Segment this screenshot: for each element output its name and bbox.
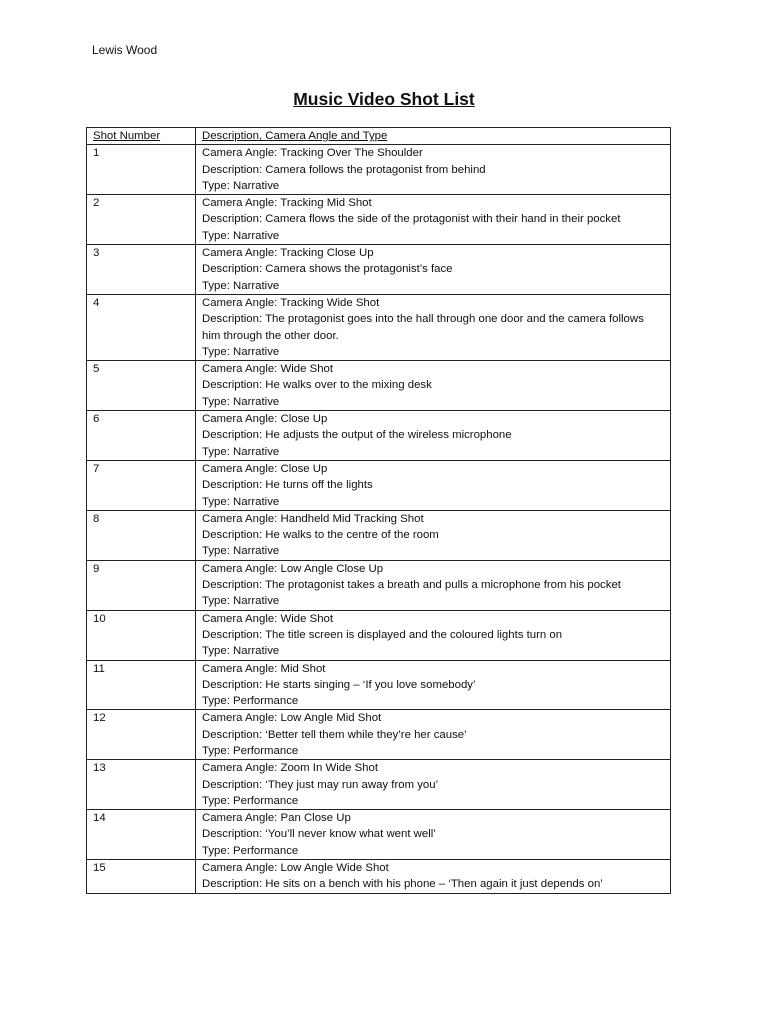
shot-number-cell: 15: [87, 860, 196, 894]
shot-details-cell: [196, 361, 671, 411]
description-text: Description: ‘They just may run away from you’: [202, 778, 439, 791]
shot-details-cell: [196, 860, 671, 894]
type-text: Type: Narrative: [202, 445, 280, 458]
table-row: [87, 361, 671, 411]
shot-number-cell: 8: [87, 510, 196, 560]
camera-angle-text: Camera Angle: Tracking Mid Shot: [202, 197, 372, 210]
shot-rows: [87, 145, 671, 893]
shot-details-cell: [196, 710, 671, 760]
camera-angle-text: Camera Angle: Low Angle Close Up: [202, 562, 384, 575]
header-shot-number: Shot Number: [87, 128, 196, 145]
shot-details-cell: [196, 510, 671, 560]
shot-details-cell: [196, 294, 671, 360]
table-row: [87, 145, 671, 195]
type-text: Type: Narrative: [202, 279, 280, 292]
description-text: Description: He adjusts the output of the wireless microphone: [202, 429, 512, 442]
type-text: Type: Performance: [202, 744, 299, 757]
description-text: Description: Camera shows the protagonist’s face: [202, 263, 453, 276]
table-row: [87, 195, 671, 245]
description-text: Description: He turns off the lights: [202, 479, 373, 492]
camera-angle-text: Camera Angle: Low Angle Wide Shot: [202, 862, 389, 875]
type-text: Type: Performance: [202, 844, 299, 857]
camera-angle-text: Camera Angle: Tracking Close Up: [202, 247, 374, 260]
description-text: Description: He sits on a bench with his phone – ‘Then again it just depends on’: [202, 878, 603, 891]
author-name: Lewis Wood: [92, 43, 158, 57]
type-text: Type: Performance: [202, 794, 299, 807]
camera-angle-text: Camera Angle: Wide Shot: [202, 612, 334, 625]
camera-angle-text: Camera Angle: Pan Close Up: [202, 812, 351, 825]
table-row: [87, 710, 671, 760]
shot-number-cell: 3: [87, 245, 196, 295]
type-text: Type: Narrative: [202, 179, 280, 192]
description-text: Description: He starts singing – ‘If you love somebody’: [202, 678, 476, 691]
camera-angle-text: Camera Angle: Tracking Over The Shoulder: [202, 147, 423, 160]
shot-number-cell: 6: [87, 411, 196, 461]
description-text: Description: ‘Better tell them while they’re her cause’: [202, 728, 467, 741]
table-row: [87, 760, 671, 810]
camera-angle-text: Camera Angle: Close Up: [202, 413, 328, 426]
camera-angle-text: Camera Angle: Wide Shot: [202, 363, 334, 376]
camera-angle-text: Camera Angle: Close Up: [202, 462, 328, 475]
shot-number-cell: 7: [87, 460, 196, 510]
table-row: [87, 810, 671, 860]
shot-details-cell: [196, 760, 671, 810]
shot-details-cell: [196, 560, 671, 610]
shot-details-cell: [196, 145, 671, 195]
shot-number-cell: 4: [87, 294, 196, 360]
type-text: Type: Narrative: [202, 345, 280, 358]
shot-number-cell: 10: [87, 610, 196, 660]
shot-number-cell: 12: [87, 710, 196, 760]
table-row: [87, 460, 671, 510]
camera-angle-text: Camera Angle: Mid Shot: [202, 662, 326, 675]
shot-details-cell: [196, 610, 671, 660]
table-row: [87, 610, 671, 660]
table-row: [87, 294, 671, 360]
shot-number-cell: 5: [87, 361, 196, 411]
shot-number-cell: 11: [87, 660, 196, 710]
description-text: Description: ‘You’ll never know what went well’: [202, 828, 436, 841]
table-row: [87, 245, 671, 295]
camera-angle-text: Camera Angle: Zoom In Wide Shot: [202, 762, 379, 775]
camera-angle-text: Camera Angle: Handheld Mid Tracking Shot: [202, 512, 424, 525]
type-text: Type: Performance: [202, 695, 299, 708]
camera-angle-text: Camera Angle: Low Angle Mid Shot: [202, 712, 382, 725]
shot-number-cell: 1: [87, 145, 196, 195]
table-row: [87, 560, 671, 610]
type-text: Type: Narrative: [202, 229, 280, 242]
type-text: Type: Narrative: [202, 395, 280, 408]
type-text: Type: Narrative: [202, 645, 280, 658]
description-text: Description: He walks over to the mixing desk: [202, 379, 432, 392]
shot-number-cell: 13: [87, 760, 196, 810]
table-row: [87, 660, 671, 710]
type-text: Type: Narrative: [202, 595, 280, 608]
page-title: Music Video Shot List: [293, 89, 475, 109]
shot-list-table: [86, 127, 671, 894]
description-text: Description: The protagonist goes into the hall through one door and the camera follows him through the other door.: [202, 313, 644, 342]
type-text: Type: Narrative: [202, 545, 280, 558]
shot-details-cell: [196, 810, 671, 860]
shot-number-cell: 2: [87, 195, 196, 245]
shot-details-cell: [196, 460, 671, 510]
table-row: [87, 510, 671, 560]
table-header-row: [87, 128, 671, 145]
shot-details-cell: [196, 245, 671, 295]
shot-details-cell: [196, 195, 671, 245]
shot-details-cell: [196, 660, 671, 710]
description-text: Description: The title screen is displayed and the coloured lights turn on: [202, 628, 563, 641]
shot-number-cell: 9: [87, 560, 196, 610]
table-row: [87, 411, 671, 461]
shot-number-cell: 14: [87, 810, 196, 860]
description-text: Description: Camera flows the side of the protagonist with their hand in their pocket: [202, 213, 621, 226]
description-text: Description: The protagonist takes a breath and pulls a microphone from his pocket: [202, 579, 621, 592]
shot-details-cell: [196, 411, 671, 461]
table-row: [87, 860, 671, 894]
description-text: Description: He walks to the centre of the room: [202, 529, 439, 542]
camera-angle-text: Camera Angle: Tracking Wide Shot: [202, 296, 380, 309]
description-text: Description: Camera follows the protagonist from behind: [202, 163, 486, 176]
header-description: Description, Camera Angle and Type: [196, 128, 671, 145]
type-text: Type: Narrative: [202, 495, 280, 508]
